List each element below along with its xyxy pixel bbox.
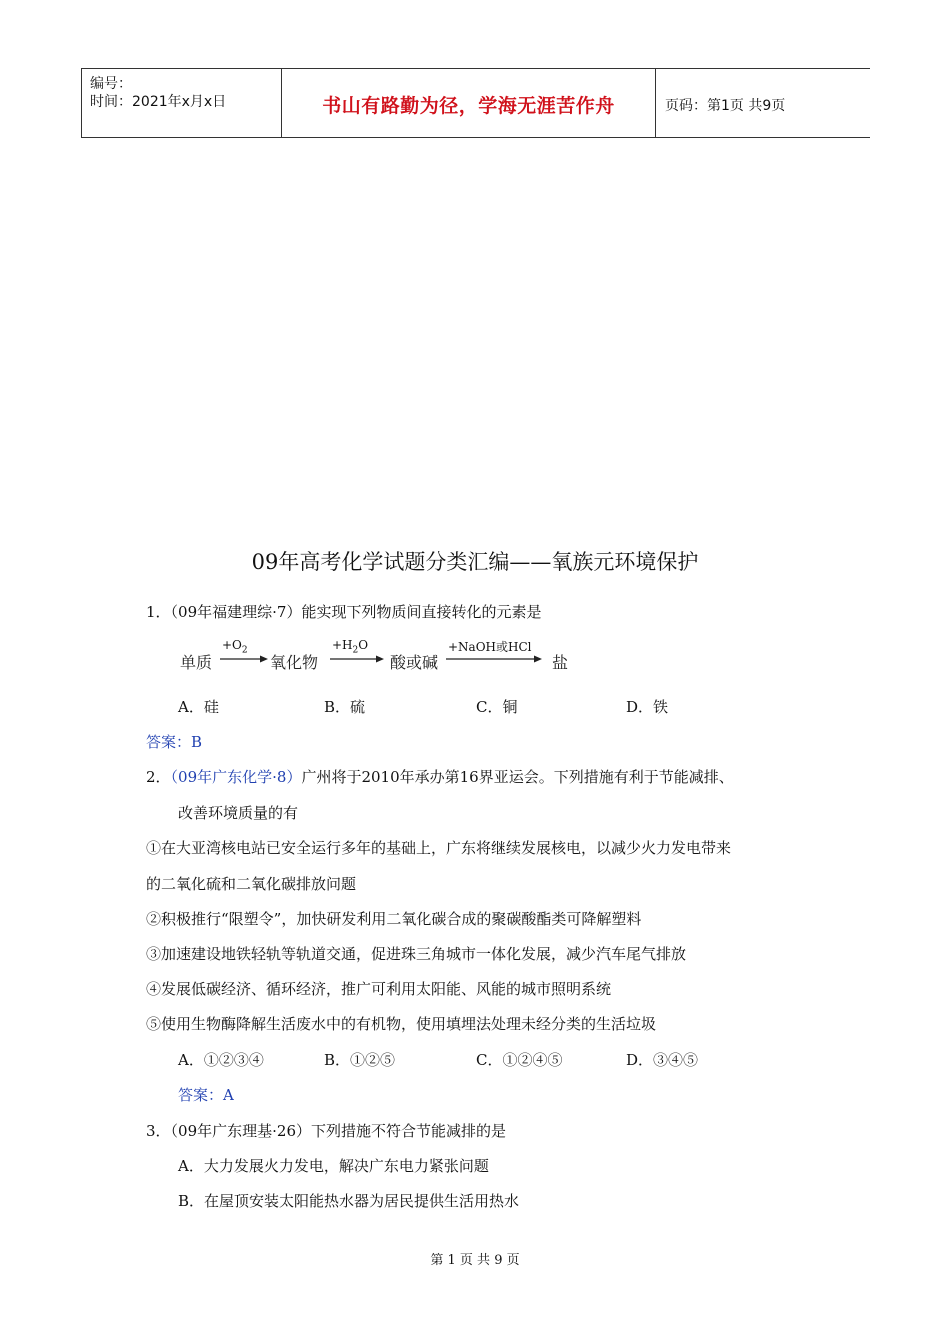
page-number-label: 页码：第1页 共9页 <box>665 98 786 114</box>
page-header <box>81 68 870 138</box>
header-divider-2 <box>655 69 656 137</box>
document-title: 09年高考化学试题分类汇编——氧族元环境保护 <box>251 550 699 574</box>
q2-answer: 答案：A <box>178 1086 234 1104</box>
q2-item-1-cont: 的二氧化硫和二氧化碳排放问题 <box>146 875 357 893</box>
q1-answer: 答案：B <box>146 733 203 751</box>
q1-conversion-diagram <box>180 634 600 674</box>
q2-item-3: ③加速建设地铁轻轨等轨道交通，促进珠三角城市一体化发展，减少汽车尾气排放 <box>146 945 687 963</box>
arrow-right-icon <box>220 654 268 664</box>
arrow-2-label: $+H_2O$ <box>332 638 369 656</box>
diagram-element: 单质 <box>180 653 213 672</box>
q2-option-b: B．①②⑤ <box>324 1051 396 1069</box>
serial-label: 编号： <box>90 76 132 92</box>
q1-stem: 1．（09年福建理综·7）能实现下列物质间直接转化的元素是 <box>146 603 542 621</box>
arrow-right-icon <box>330 654 384 664</box>
q2-option-d: D．③④⑤ <box>626 1051 699 1069</box>
q3-stem: 3．（09年广东理基·26）下列措施不符合节能减排的是 <box>146 1122 506 1140</box>
header-motto: 书山有路勤为径，学海无涯苦作舟 <box>322 95 615 117</box>
time-label: 时间：2021年x月x日 <box>90 94 227 110</box>
q2-item-2: ②积极推行“限塑令”，加快研发利用二氧化碳合成的聚碳酸酯类可降解塑料 <box>146 910 642 928</box>
q1-option-a: A．硅 <box>178 698 219 716</box>
q1-option-c: C．铜 <box>476 698 518 716</box>
q3-option-a: A．大力发展火力发电，解决广东电力紧张问题 <box>178 1157 489 1175</box>
diagram-salt: 盐 <box>552 653 569 672</box>
q2-item-4: ④发展低碳经济、循环经济，推广可利用太阳能、风能的城市照明系统 <box>146 980 612 998</box>
arrow-1-label: $+O_2$ <box>222 638 248 656</box>
diagram-oxide: 氧化物 <box>270 653 319 672</box>
page-footer: 第 1 页 共 9 页 <box>430 1253 520 1268</box>
q2-option-a: A．①②③④ <box>178 1051 264 1069</box>
q2-item-5: ⑤使用生物酶降解生活废水中的有机物，使用填埋法处理未经分类的生活垃圾 <box>146 1015 657 1033</box>
arrow-3-label: +NaOH或HCl <box>448 640 532 654</box>
q2-stem: 2．（09年广东化学·8）广州将于2010年承办第16界亚运会。下列措施有利于节能减排、 <box>146 768 734 786</box>
q2-stem-line2: 改善环境质量的有 <box>178 804 299 822</box>
q2-item-1: ①在大亚湾核电站已安全运行多年的基础上，广东将继续发展核电，以减少火力发电带来 <box>146 839 732 857</box>
diagram-acid-or-base: 酸或碱 <box>390 653 439 672</box>
q3-option-b: B．在屋顶安装太阳能热水器为居民提供生活用热水 <box>178 1192 520 1210</box>
q2-option-c: C．①②④⑤ <box>476 1051 563 1069</box>
q1-option-b: B．硫 <box>324 698 366 716</box>
arrow-right-icon <box>446 654 542 664</box>
header-left-border <box>81 69 82 137</box>
q1-option-d: D．铁 <box>626 698 669 716</box>
